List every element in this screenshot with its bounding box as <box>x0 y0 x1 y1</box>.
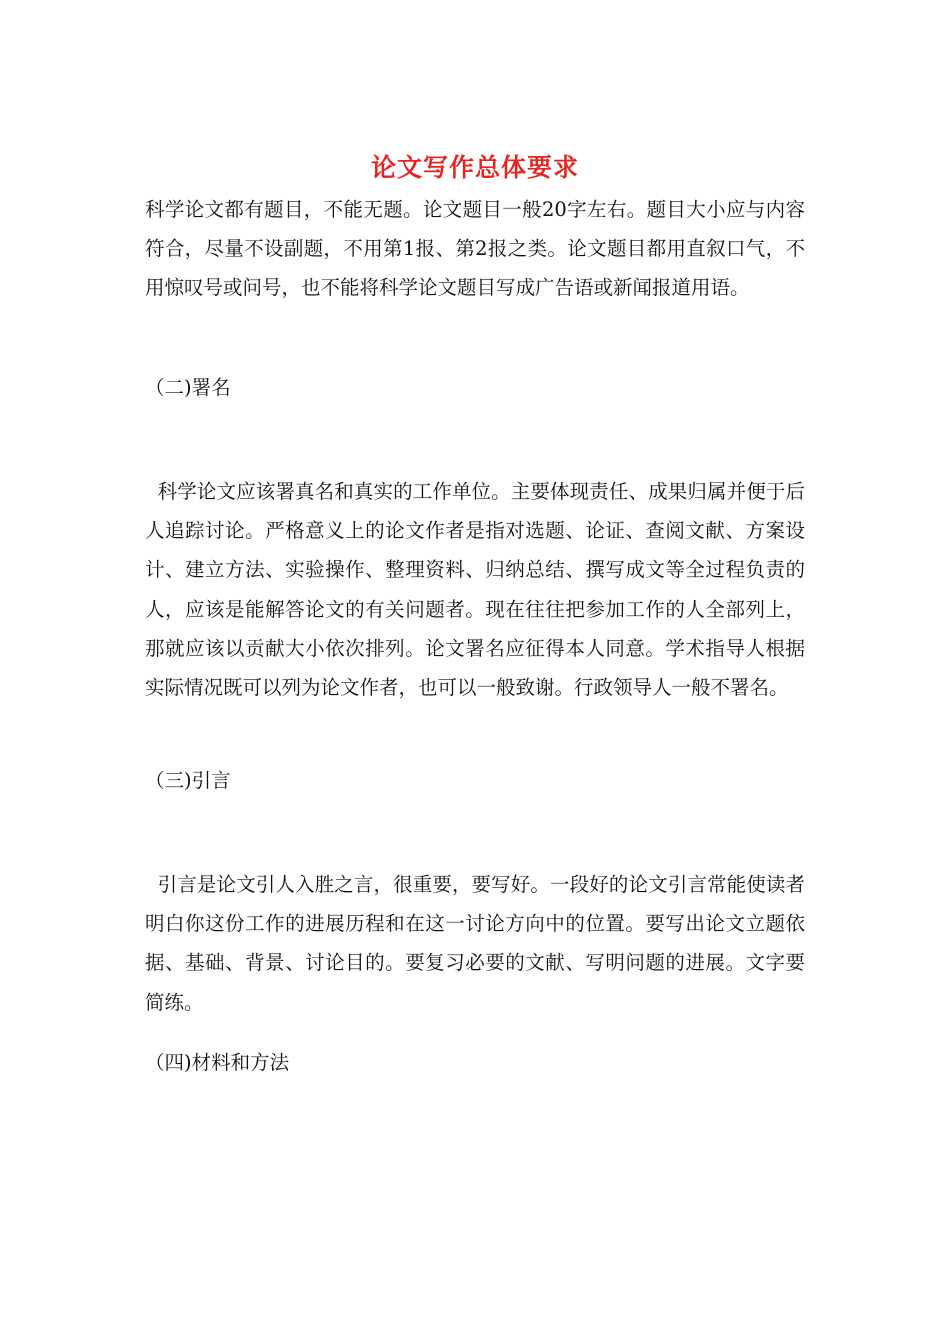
section-heading-materials-methods: （四)材料和方法 <box>145 1051 290 1074</box>
section-body-introduction: 引言是论文引人入胜之言，很重要，要写好。一段好的论文引言常能使读者明白你这份工作的进展历程和在这一讨论方向中的位置。要写出论文立题依据、基础、背景、讨论目的。要复习必要的文献、写明问题的进展。文字要简练。 <box>145 873 805 1014</box>
section-heading-introduction: （三)引言 <box>145 769 231 792</box>
intro-paragraph: 科学论文都有题目，不能无题。论文题目一般20字左右。题目大小应与内容符合，尽量不设副题，不用第1报、第2报之类。论文题目都用直叙口气，不用惊叹号或问号，也不能将科学论文题目写成广告语或新闻报道用语。 <box>145 198 805 300</box>
document-title: 论文写作总体要求 <box>370 153 579 182</box>
section-body-signature: 科学论文应该署真名和真实的工作单位。主要体现责任、成果归属并便于后人追踪讨论。严格意义上的论文作者是指对选题、论证、查阅文献、方案设计、建立方法、实验操作、整理资料、归纳总结、撰写成文等全过程负责的人，应该是能解答论文的有关问题者。现在往往把参加工作的人全部列上，那就应该以贡献大小依次排列。论文署名应征得本人同意。学术指导人根据实际情况既可以列为论文作者，也可以一般致谢。行政领导人一般不署名。 <box>145 480 805 700</box>
section-heading-signature: （二)署名 <box>145 376 231 399</box>
